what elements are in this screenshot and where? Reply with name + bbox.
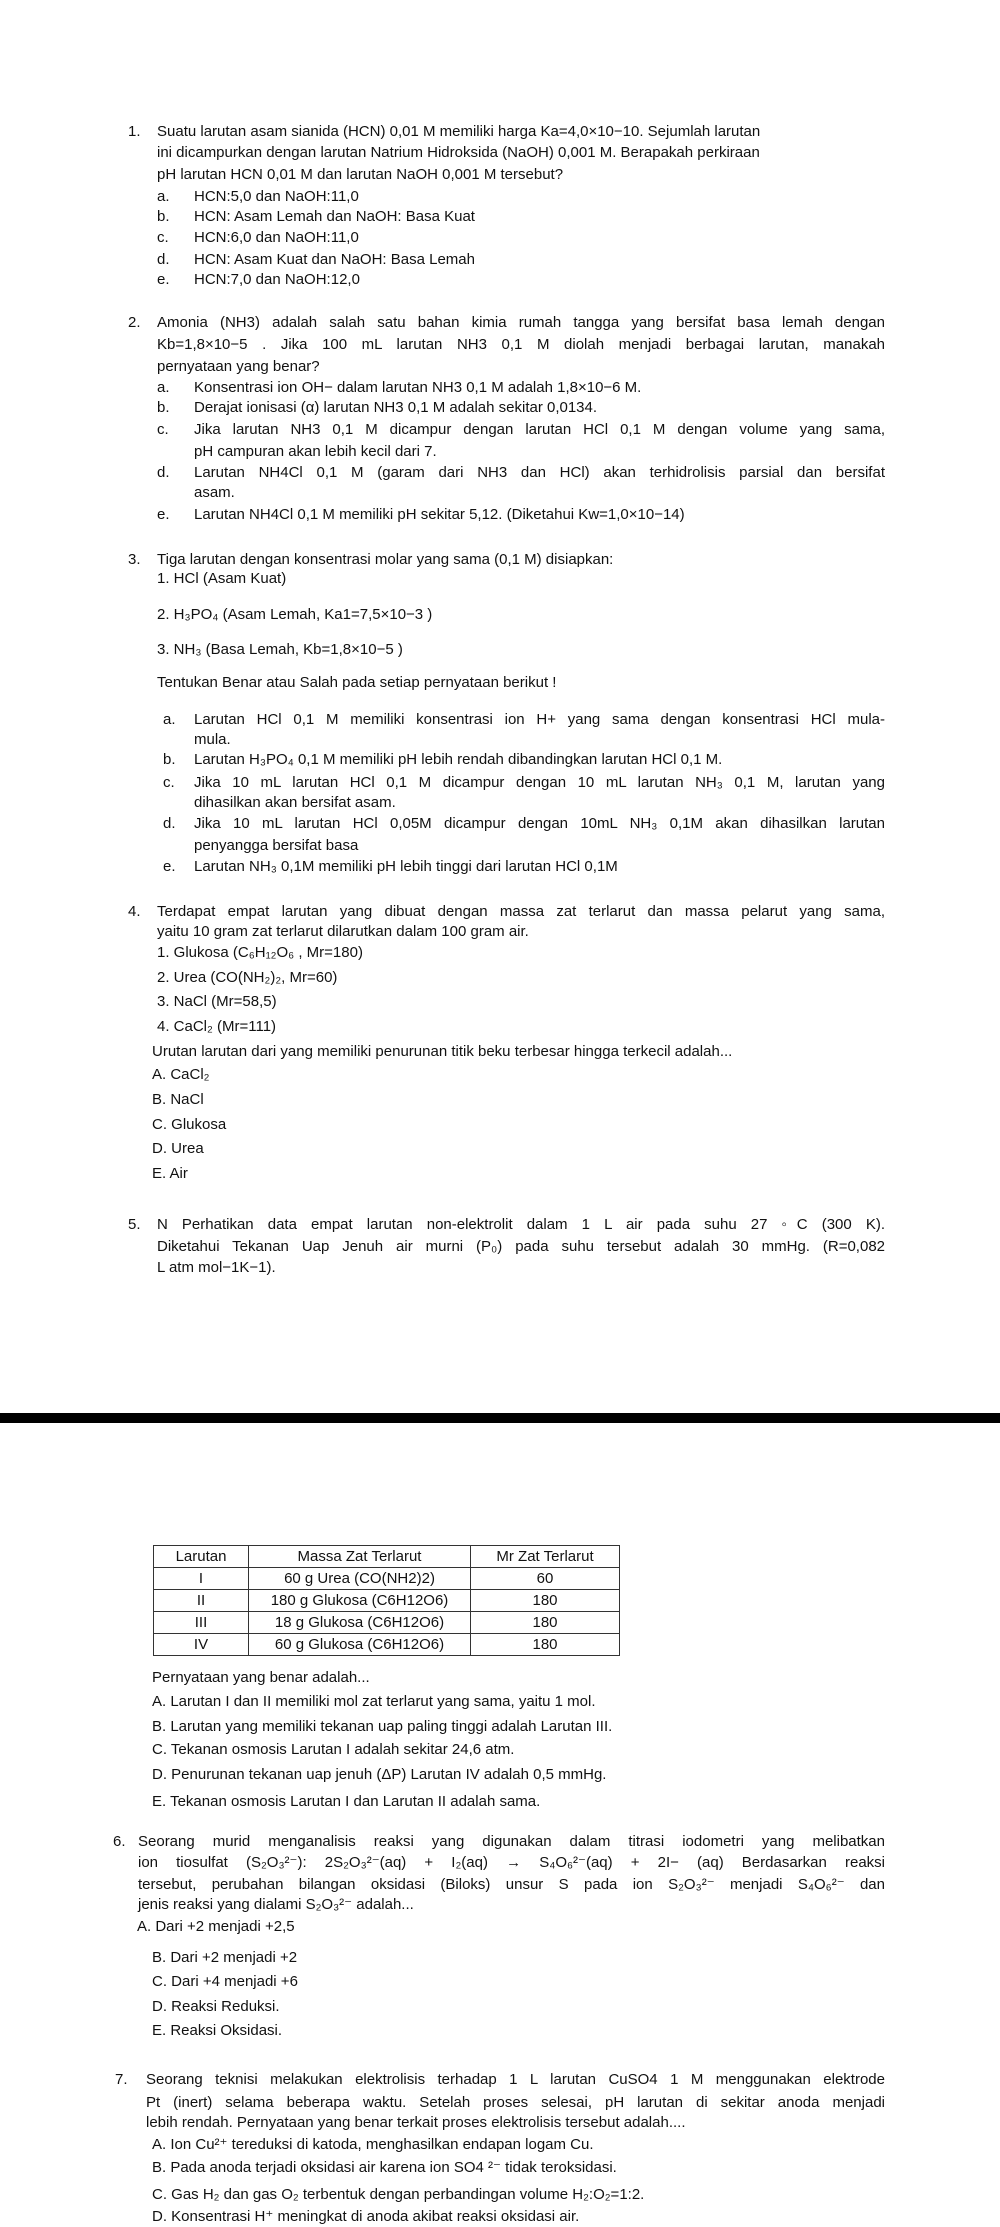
table-row [154,1590,620,1612]
option-text: Jika 10 mL larutan HCl 0,1 M dicampur dengan 10 mL larutan NH₃ 0,1 M, larutan yang [194,774,885,791]
question-number: 2. [128,314,141,331]
option: A. CaCl₂ [152,1066,210,1083]
option: C. Gas H₂ dan gas O₂ terbentuk dengan perbandingan volume H₂:O₂=1:2. [152,2186,645,2203]
table-cell: 18 g Glukosa (C6H12O6) [249,1612,471,1634]
option-text: Konsentrasi ion OH− dalam larutan NH3 0,1 M adalah 1,8×10−6 M. [194,379,642,396]
page-divider [0,1413,1000,1423]
question-stem-line: jenis reaksi yang dialami S₂O₃²⁻ adalah... [138,1896,414,1913]
option-text: Larutan NH₃ 0,1M memiliki pH lebih tinggi dari larutan HCl 0,1M [194,858,618,875]
option: D. Urea [152,1140,204,1157]
option-label: a. [157,379,170,396]
option: B. Dari +2 menjadi +2 [152,1949,298,1966]
option-text: HCN:5,0 dan NaOH:11,0 [194,188,359,205]
option-text: penyangga bersifat basa [194,837,359,854]
option-text: Larutan NH4Cl 0,1 M (garam dari NH3 dan HCl) akan terhidrolisis parsial dan bersifat [194,464,885,481]
option: B. NaCl [152,1091,204,1108]
question-stem-line: pernyataan yang benar? [157,358,320,375]
option-label: b. [157,399,170,416]
solution-item: 2. H₃PO₄ (Asam Lemah, Ka1=7,5×10−3 ) [157,606,433,623]
question-stem-line: Amonia (NH3) adalah salah satu bahan kimia rumah tangga yang bersifat basa lemah dengan [157,314,885,331]
table-header: Massa Zat Terlarut [249,1546,471,1568]
option-label: d. [157,464,170,481]
table-cell: IV [154,1634,249,1656]
table-cell: I [154,1568,249,1590]
option-text: HCN:7,0 dan NaOH:12,0 [194,271,360,288]
solution-item: 3. NaCl (Mr=58,5) [157,993,277,1010]
option-label: d. [163,815,176,832]
solution-item: 1. HCl (Asam Kuat) [157,570,287,587]
question-stem-line: Pt (inert) selama beberapa waktu. Setelah proses selesai, pH larutan di sekitar anoda menjadi [146,2094,885,2111]
option-label: e. [157,506,170,523]
table-cell: 180 g Glukosa (C6H12O6) [249,1590,471,1612]
question-stem-line: lebih rendah. Pernyataan yang benar terkait proses elektrolisis tersebut adalah.... [146,2114,686,2131]
table-cell: 180 [471,1634,620,1656]
option-text: pH campuran akan lebih kecil dari 7. [194,443,437,460]
solution-data-table [153,1545,620,1656]
option-text: mula. [194,731,231,748]
option: A. Dari +2 menjadi +2,5 [137,1918,295,1935]
question-stem-line: Suatu larutan asam sianida (HCN) 0,01 M memiliki harga Ka=4,0×10−10. Sejumlah larutan [157,123,761,140]
table-row [154,1568,620,1590]
option: E. Reaksi Oksidasi. [152,2022,283,2039]
question-number: 1. [128,123,141,140]
option: E. Tekanan osmosis Larutan I dan Larutan II adalah sama. [152,1793,541,1810]
option: B. Larutan yang memiliki tekanan uap paling tinggi adalah Larutan III. [152,1718,613,1735]
question-stem-line: L atm mol−1K−1). [157,1259,276,1276]
option-text: dihasilkan akan bersifat asam. [194,794,396,811]
option-label: e. [157,271,170,288]
option-text: Derajat ionisasi (α) larutan NH3 0,1 M adalah sekitar 0,0134. [194,399,598,416]
question-number: 4. [128,903,141,920]
table-cell: 60 g Urea (CO(NH2)2) [249,1568,471,1590]
table-cell: 180 [471,1612,620,1634]
option-text: asam. [194,484,235,501]
question-stem-line: N Perhatikan data empat larutan non-elektrolit dalam 1 L air pada suhu 27 ◦C (300 K). [157,1216,885,1233]
option-label: b. [163,751,176,768]
question-stem-line: ini dicampurkan dengan larutan Natrium Hidroksida (NaOH) 0,001 M. Berapakah perkiraan [157,144,760,161]
question-number: 3. [128,551,141,568]
question-stem-line: Diketahui Tekanan Uap Jenuh air murni (P₀) pada suhu tersebut adalah 30 mmHg. (R=0,082 [157,1238,885,1255]
instruction: Tentukan Benar atau Salah pada setiap pernyataan berikut ! [157,674,557,691]
table-cell: II [154,1590,249,1612]
option-label: c. [157,229,169,246]
table-cell: 180 [471,1590,620,1612]
option: C. Tekanan osmosis Larutan I adalah sekitar 24,6 atm. [152,1741,515,1758]
option: B. Pada anoda terjadi oksidasi air karena ion SO4 ²⁻ tidak teroksidasi. [152,2159,617,2176]
question-prompt: Pernyataan yang benar adalah... [152,1669,370,1686]
solution-item: 4. CaCl₂ (Mr=111) [157,1018,277,1035]
table-header-row [154,1546,620,1568]
option-text: Jika larutan NH3 0,1 M dicampur dengan larutan HCl 0,1 M dengan volume yang sama, [194,421,885,438]
option: C. Dari +4 menjadi +6 [152,1973,298,1990]
solution-item: 2. Urea (CO(NH₂)₂, Mr=60) [157,969,338,986]
question-stem-line: Seorang murid menganalisis reaksi yang digunakan dalam titrasi iodometri yang melibatkan [138,1833,885,1850]
question-stem-line: ion tiosulfat (S₂O₃²⁻): 2S₂O₃²⁻(aq) + I₂(aq) → S₄O₆²⁻(aq) + 2I− (aq) Berdasarkan reaksi [138,1854,885,1871]
option: D. Konsentrasi H⁺ meningkat di anoda akibat reaksi oksidasi air. [152,2208,580,2225]
question-number: 7. [115,2071,128,2088]
option-label: a. [157,188,170,205]
table-cell: 60 [471,1568,620,1590]
option-text: HCN: Asam Lemah dan NaOH: Basa Kuat [194,208,475,225]
table-row [154,1634,620,1656]
question-stem-line: Kb=1,8×10−5 . Jika 100 mL larutan NH3 0,1 M diolah menjadi berbagai larutan, manakah [157,336,885,353]
option-label: e. [163,858,176,875]
question-number: 5. [128,1216,141,1233]
option-label: c. [157,421,169,438]
option: A. Ion Cu²⁺ tereduksi di katoda, menghasilkan endapan logam Cu. [152,2136,594,2153]
solution-item: 1. Glukosa (C₆H₁₂O₆ , Mr=180) [157,944,363,961]
question-prompt: Urutan larutan dari yang memiliki penurunan titik beku terbesar hingga terkecil adalah... [152,1043,733,1060]
question-stem: Tiga larutan dengan konsentrasi molar yang sama (0,1 M) disiapkan: [157,551,614,568]
option-text: Larutan NH4Cl 0,1 M memiliki pH sekitar 5,12. (Diketahui Kw=1,0×10−14) [194,506,685,523]
option-label: d. [157,251,170,268]
question-stem-line: pH larutan HCN 0,01 M dan larutan NaOH 0,001 M tersebut? [157,166,564,183]
option-text: Jika 10 mL larutan HCl 0,05M dicampur dengan 10mL NH₃ 0,1M akan dihasilkan larutan [194,815,885,832]
option-text: HCN: Asam Kuat dan NaOH: Basa Lemah [194,251,475,268]
option: D. Penurunan tekanan uap jenuh (ΔP) Larutan IV adalah 0,5 mmHg. [152,1766,607,1783]
option: A. Larutan I dan II memiliki mol zat terlarut yang sama, yaitu 1 mol. [152,1693,596,1710]
option-text: Larutan HCl 0,1 M memiliki konsentrasi ion H+ yang sama dengan konsentrasi HCl mula- [194,711,885,728]
question-stem-line: yaitu 10 gram zat terlarut dilarutkan dalam 100 gram air. [157,923,529,940]
option-text: HCN:6,0 dan NaOH:11,0 [194,229,359,246]
option: E. Air [152,1165,188,1182]
table-cell: 60 g Glukosa (C6H12O6) [249,1634,471,1656]
table-header: Larutan [154,1546,249,1568]
question-stem-line: tersebut, perubahan bilangan oksidasi (Biloks) unsur S pada ion S₂O₃²⁻ menjadi S₄O₆²⁻ dan [138,1876,885,1893]
option: C. Glukosa [152,1116,227,1133]
solution-item: 3. NH₃ (Basa Lemah, Kb=1,8×10−5 ) [157,641,403,658]
question-stem-line: Terdapat empat larutan yang dibuat dengan massa zat terlarut dan massa pelarut yang sama, [157,903,885,920]
option: D. Reaksi Reduksi. [152,1998,280,2015]
question-number: 6. [113,1833,126,1850]
table-row [154,1612,620,1634]
option-text: Larutan H₃PO₄ 0,1 M memiliki pH lebih rendah dibandingkan larutan HCl 0,1 M. [194,751,723,768]
option-label: a. [163,711,176,728]
table-header: Mr Zat Terlarut [471,1546,620,1568]
table-cell: III [154,1612,249,1634]
option-label: b. [157,208,170,225]
question-stem-line: Seorang teknisi melakukan elektrolisis terhadap 1 L larutan CuSO4 1 M menggunakan elektrode [146,2071,885,2088]
option-label: c. [163,774,175,791]
